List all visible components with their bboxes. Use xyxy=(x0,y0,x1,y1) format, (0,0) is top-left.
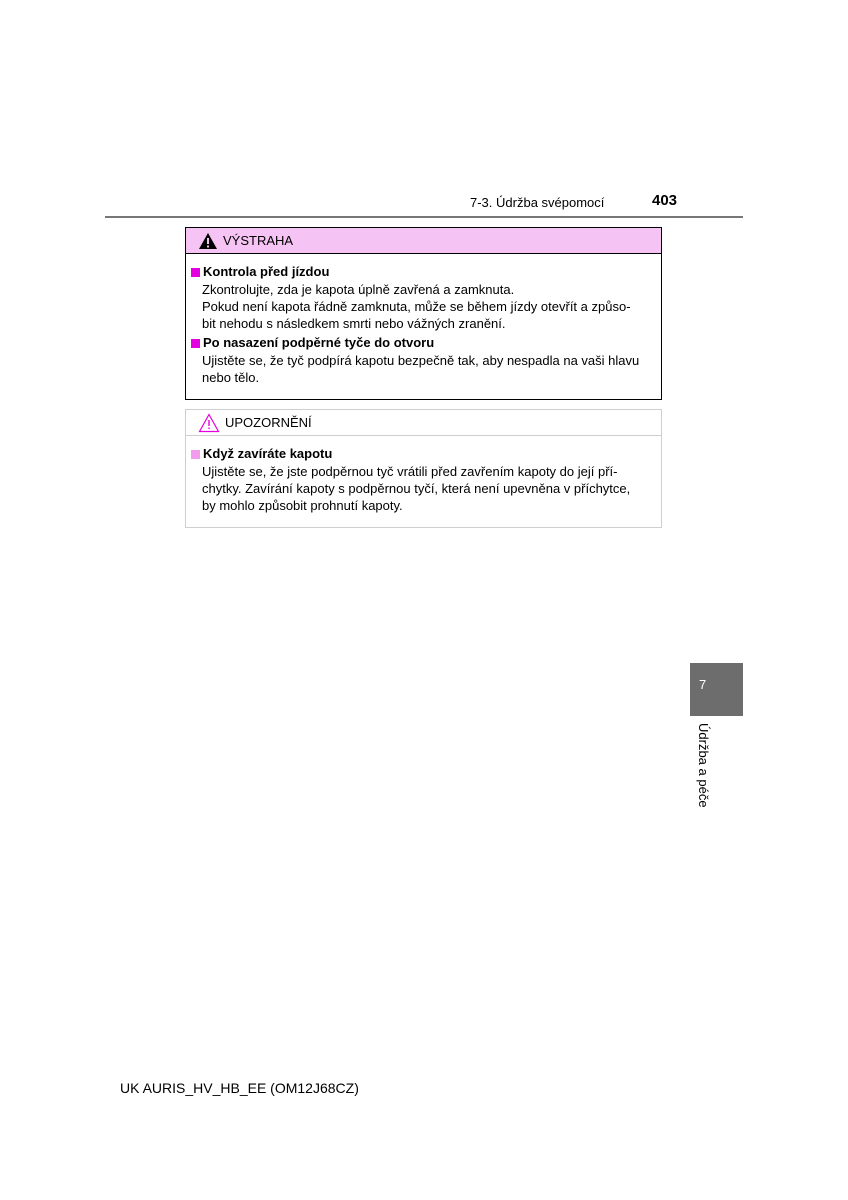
warning-body xyxy=(186,254,661,386)
warning-triangle-icon xyxy=(198,232,218,250)
caution-title: UPOZORNĚNÍ xyxy=(225,415,312,430)
warning-item-text: Ujistěte se, že tyč podpírá kapotu bezpečně tak, aby nespadla na vaši hlavu nebo tělo. xyxy=(202,353,640,385)
bullet-square-icon xyxy=(191,450,200,459)
chapter-tab-label: Údržba a péče xyxy=(696,723,711,808)
caution-item-heading xyxy=(191,445,653,463)
warning-title: VÝSTRAHA xyxy=(223,233,294,248)
warning-item-heading xyxy=(191,334,653,352)
caution-item-text: Ujistěte se, že jste podpěrnou tyč vrátili před zavřením kapoty do její pří- chytky. Zavírání kapoty s podpěrnou tyčí, která není upevněna v příchytce, by mohlo způsobit prohnutí kapoty. xyxy=(202,464,631,513)
caution-header xyxy=(186,410,661,436)
bullet-square-icon xyxy=(191,339,200,348)
caution-triangle-icon xyxy=(198,413,220,433)
bullet-square-icon xyxy=(191,268,200,277)
warning-item-text: Zkontrolujte, zda je kapota úplně zavřená a zamknuta. Pokud není kapota řádně zamknuta, může se během jízdy otevřít a způso- bit nehodu s následkem smrti nebo vážných zranění. xyxy=(202,282,631,331)
chapter-tab-number: 7 xyxy=(699,677,707,692)
caution-box xyxy=(185,409,662,528)
caution-item-heading-text: Když zavíráte kapotu xyxy=(203,446,333,461)
warning-item-heading-text: Po nasazení podpěrné tyče do otvoru xyxy=(203,335,435,350)
warning-item-heading-text: Kontrola před jízdou xyxy=(203,264,330,279)
header-section-title: 7-3. Údržba svépomocí xyxy=(470,195,605,210)
chapter-tab xyxy=(690,663,743,716)
caution-body xyxy=(186,436,661,514)
footer-model-code: UK AURIS_HV_HB_EE (OM12J68CZ) xyxy=(120,1080,359,1096)
header-rule xyxy=(105,216,743,218)
warning-box xyxy=(185,227,662,400)
page-number: 403 xyxy=(652,192,678,209)
warning-header xyxy=(186,228,661,254)
warning-item-heading xyxy=(191,263,653,281)
